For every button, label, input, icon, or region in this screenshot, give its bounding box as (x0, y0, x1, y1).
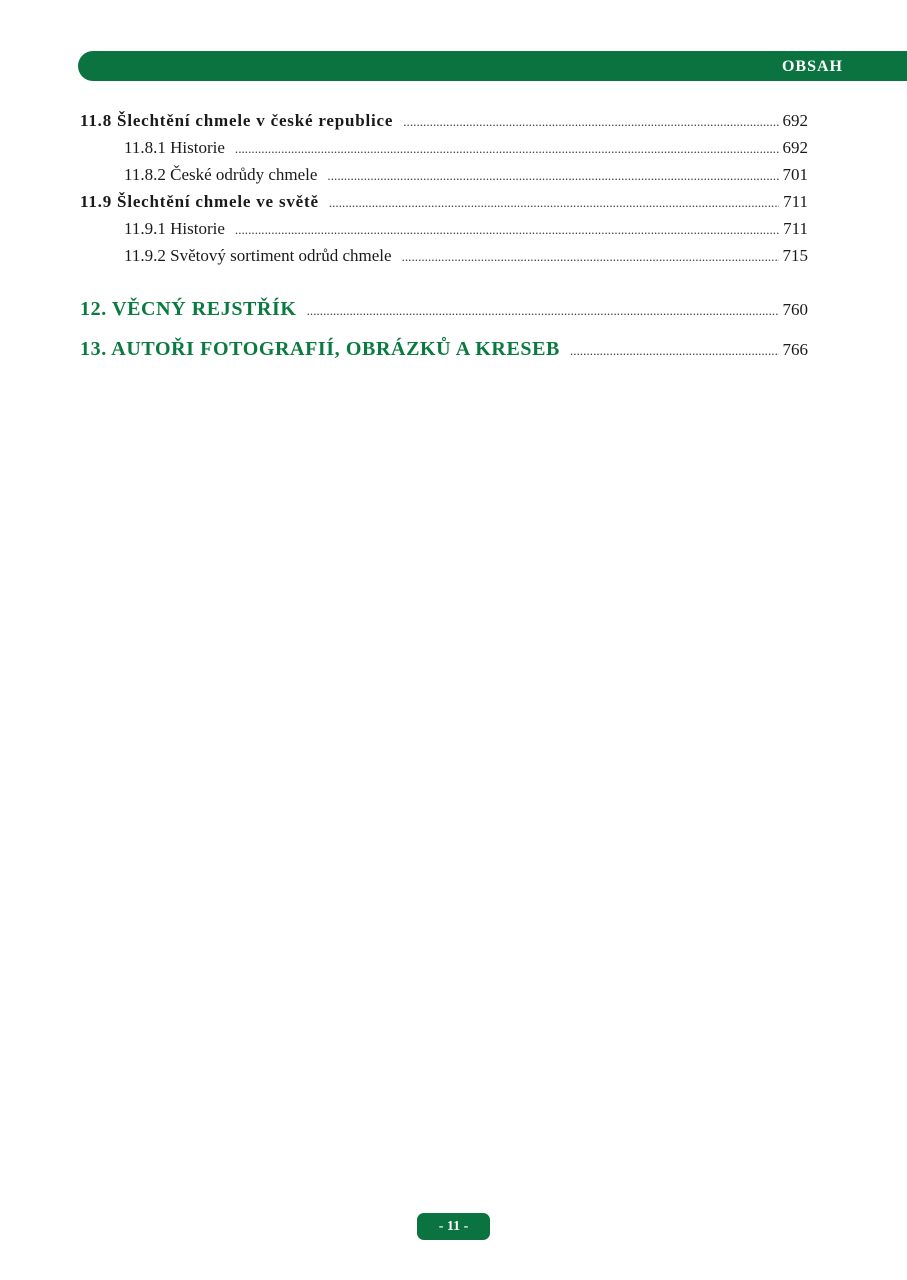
toc-entry-chapter-12[interactable] (80, 290, 808, 330)
toc-spacer (80, 270, 808, 290)
section-header-bar (78, 51, 907, 81)
toc-entry-label: 11.9 Šlechtění chmele ve světě (80, 192, 319, 211)
toc-entry-11-9-2[interactable] (80, 243, 808, 270)
page-number-badge: - 11 - (417, 1213, 490, 1240)
section-title: OBSAH (781, 58, 843, 75)
toc-entry-page: 766 (782, 340, 808, 359)
toc-entry-11-8[interactable] (80, 108, 808, 135)
toc-chapter-label: 12. VĚCNÝ REJSTŘÍK (80, 298, 297, 320)
toc-entry-page: 692 (782, 111, 808, 130)
toc-entry-11-8-2[interactable] (80, 162, 808, 189)
toc-dot-leader (235, 216, 779, 243)
toc-entry-page: 760 (782, 300, 808, 319)
toc-entry-page: 715 (782, 246, 808, 265)
toc-entry-label: 11.9.2 Světový sortiment odrůd chmele (124, 246, 392, 265)
toc-entry-label: 11.8.2 České odrůdy chmele (124, 165, 318, 184)
toc-entry-11-9-1[interactable] (80, 216, 808, 243)
toc-entry-page: 701 (782, 165, 808, 184)
toc-dot-leader (402, 243, 779, 270)
toc-entry-label: 11.8.1 Historie (124, 138, 225, 157)
toc-chapter-label: 13. AUTOŘI FOTOGRAFIÍ, OBRÁZKŮ A KRESEB (80, 338, 560, 360)
toc-dot-leader (329, 189, 779, 216)
toc-dot-leader (235, 135, 779, 162)
toc-dot-leader (307, 290, 779, 330)
toc-entry-11-8-1[interactable] (80, 135, 808, 162)
toc-entry-page: 692 (782, 138, 808, 157)
toc-entry-page: 711 (783, 219, 808, 238)
toc-dot-leader (327, 162, 778, 189)
toc-entry-label: 11.9.1 Historie (124, 219, 225, 238)
toc-dot-leader (570, 330, 779, 370)
toc-entry-chapter-13[interactable] (80, 330, 808, 370)
toc-entry-label: 11.8 Šlechtění chmele v české republice (80, 111, 394, 130)
toc-dot-leader (403, 108, 778, 135)
toc-entry-page: 711 (783, 192, 808, 211)
toc-entry-11-9[interactable] (80, 189, 808, 216)
table-of-contents (80, 108, 808, 370)
